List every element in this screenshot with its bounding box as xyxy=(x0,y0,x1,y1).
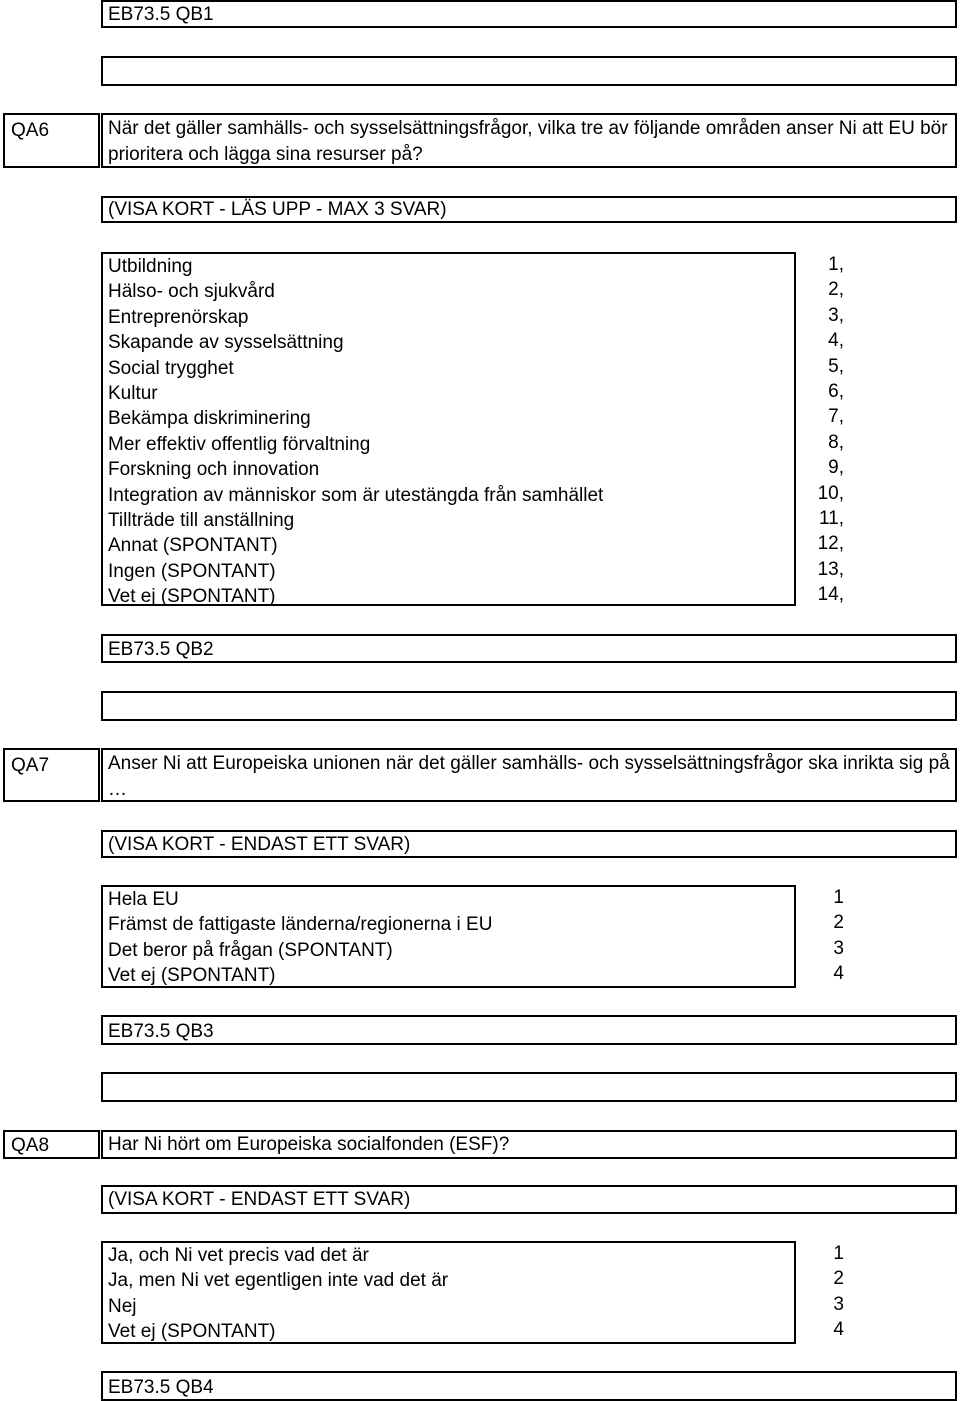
instruction-box xyxy=(101,830,957,858)
option-label: Hälso- och sjukvård xyxy=(108,281,275,303)
option-label: Vet ej (SPONTANT) xyxy=(108,965,276,987)
answer-options-box xyxy=(101,885,796,988)
question-id: QA7 xyxy=(11,755,50,776)
empty-field-box xyxy=(101,1072,957,1102)
section-label: EB73.5 QB1 xyxy=(108,4,214,25)
option-code: 1 xyxy=(833,1243,844,1264)
option-label: Bekämpa diskriminering xyxy=(108,408,311,430)
option-code: 9, xyxy=(828,457,844,479)
question-text-box xyxy=(101,748,957,802)
question-text: När det gäller samhälls- och sysselsättningsfrågor, vilka tre av följande områden anser Ni att EU bör prioritera och lägga sina resurser på? xyxy=(108,118,948,165)
option-code: 3, xyxy=(828,304,844,326)
question-id-box xyxy=(3,1130,100,1159)
instruction-text: (VISA KORT - LÄS UPP - MAX 3 SVAR) xyxy=(108,199,447,220)
instruction-text: (VISA KORT - ENDAST ETT SVAR) xyxy=(108,834,411,855)
instruction-text: (VISA KORT - ENDAST ETT SVAR) xyxy=(108,1189,411,1210)
option-code: 8, xyxy=(828,431,844,453)
answer-options-box xyxy=(101,252,796,606)
option-code: 11, xyxy=(818,507,844,529)
option-label: Vet ej (SPONTANT) xyxy=(108,1321,276,1343)
option-code: 7, xyxy=(828,406,844,428)
instruction-box xyxy=(101,196,957,223)
option-code: 1 xyxy=(833,887,844,908)
option-label: Skapande av sysselsättning xyxy=(108,332,344,354)
question-id: QA8 xyxy=(11,1135,50,1156)
option-code: 6, xyxy=(828,380,844,402)
option-label: Annat (SPONTANT) xyxy=(108,535,278,557)
section-label: EB73.5 QB4 xyxy=(108,1377,214,1398)
option-codes xyxy=(790,885,844,987)
option-code: 4 xyxy=(833,963,844,985)
option-code: 1, xyxy=(828,254,844,275)
option-code: 2 xyxy=(833,912,844,934)
option-code: 3 xyxy=(833,937,844,959)
option-code: 13, xyxy=(817,558,844,580)
option-label: Hela EU xyxy=(108,889,179,910)
section-label-box-qb2 xyxy=(101,634,957,663)
option-code: 10, xyxy=(817,482,844,504)
option-code: 2 xyxy=(833,1268,844,1290)
section-label-box-qb1 xyxy=(101,0,957,28)
section-label-box-qb4 xyxy=(101,1371,957,1401)
empty-field-box xyxy=(101,56,957,86)
section-label-box-qb3 xyxy=(101,1015,957,1045)
option-code: 4, xyxy=(828,330,844,352)
question-text: Anser Ni att Europeiska unionen när det gäller samhälls- och sysselsättningsfrågor ska inrikta sig på … xyxy=(108,753,950,800)
option-label: Nej xyxy=(108,1295,137,1317)
option-label: Utbildning xyxy=(108,256,193,277)
option-code: 5, xyxy=(828,355,844,377)
question-text-box xyxy=(101,113,957,168)
option-code: 12, xyxy=(817,533,844,555)
question-id-box xyxy=(3,748,100,802)
option-label: Ja, men Ni vet egentligen inte vad det är xyxy=(108,1270,449,1292)
option-code: 3 xyxy=(833,1293,844,1315)
option-label: Ja, och Ni vet precis vad det är xyxy=(108,1245,369,1266)
option-label: Mer effektiv offentlig förvaltning xyxy=(108,433,371,455)
option-label: Vet ej (SPONTANT) xyxy=(108,586,276,608)
answer-options-box xyxy=(101,1241,796,1344)
option-codes xyxy=(790,1241,844,1343)
option-codes xyxy=(790,252,844,607)
option-label: Integration av människor som är utestängda från samhället xyxy=(108,484,604,506)
option-label: Främst de fattigaste länderna/regionerna i EU xyxy=(108,914,493,936)
question-id: QA6 xyxy=(11,120,50,141)
option-label: Tillträde till anställning xyxy=(108,509,295,531)
section-label: EB73.5 QB2 xyxy=(108,639,214,660)
option-code: 2, xyxy=(828,279,844,301)
question-text-box xyxy=(101,1130,957,1159)
option-code: 4 xyxy=(833,1319,844,1341)
question-text: Har Ni hört om Europeiska socialfonden (ESF)? xyxy=(108,1134,510,1155)
option-label: Entreprenörskap xyxy=(108,306,249,328)
option-label: Det beror på frågan (SPONTANT) xyxy=(108,939,393,961)
option-label: Ingen (SPONTANT) xyxy=(108,560,276,582)
instruction-box xyxy=(101,1185,957,1214)
option-label: Social trygghet xyxy=(108,357,234,379)
question-id-box xyxy=(3,113,100,168)
option-code: 14, xyxy=(817,584,844,606)
section-label: EB73.5 QB3 xyxy=(108,1021,214,1042)
option-label: Kultur xyxy=(108,382,158,404)
option-label: Forskning och innovation xyxy=(108,459,320,481)
empty-field-box xyxy=(101,691,957,721)
